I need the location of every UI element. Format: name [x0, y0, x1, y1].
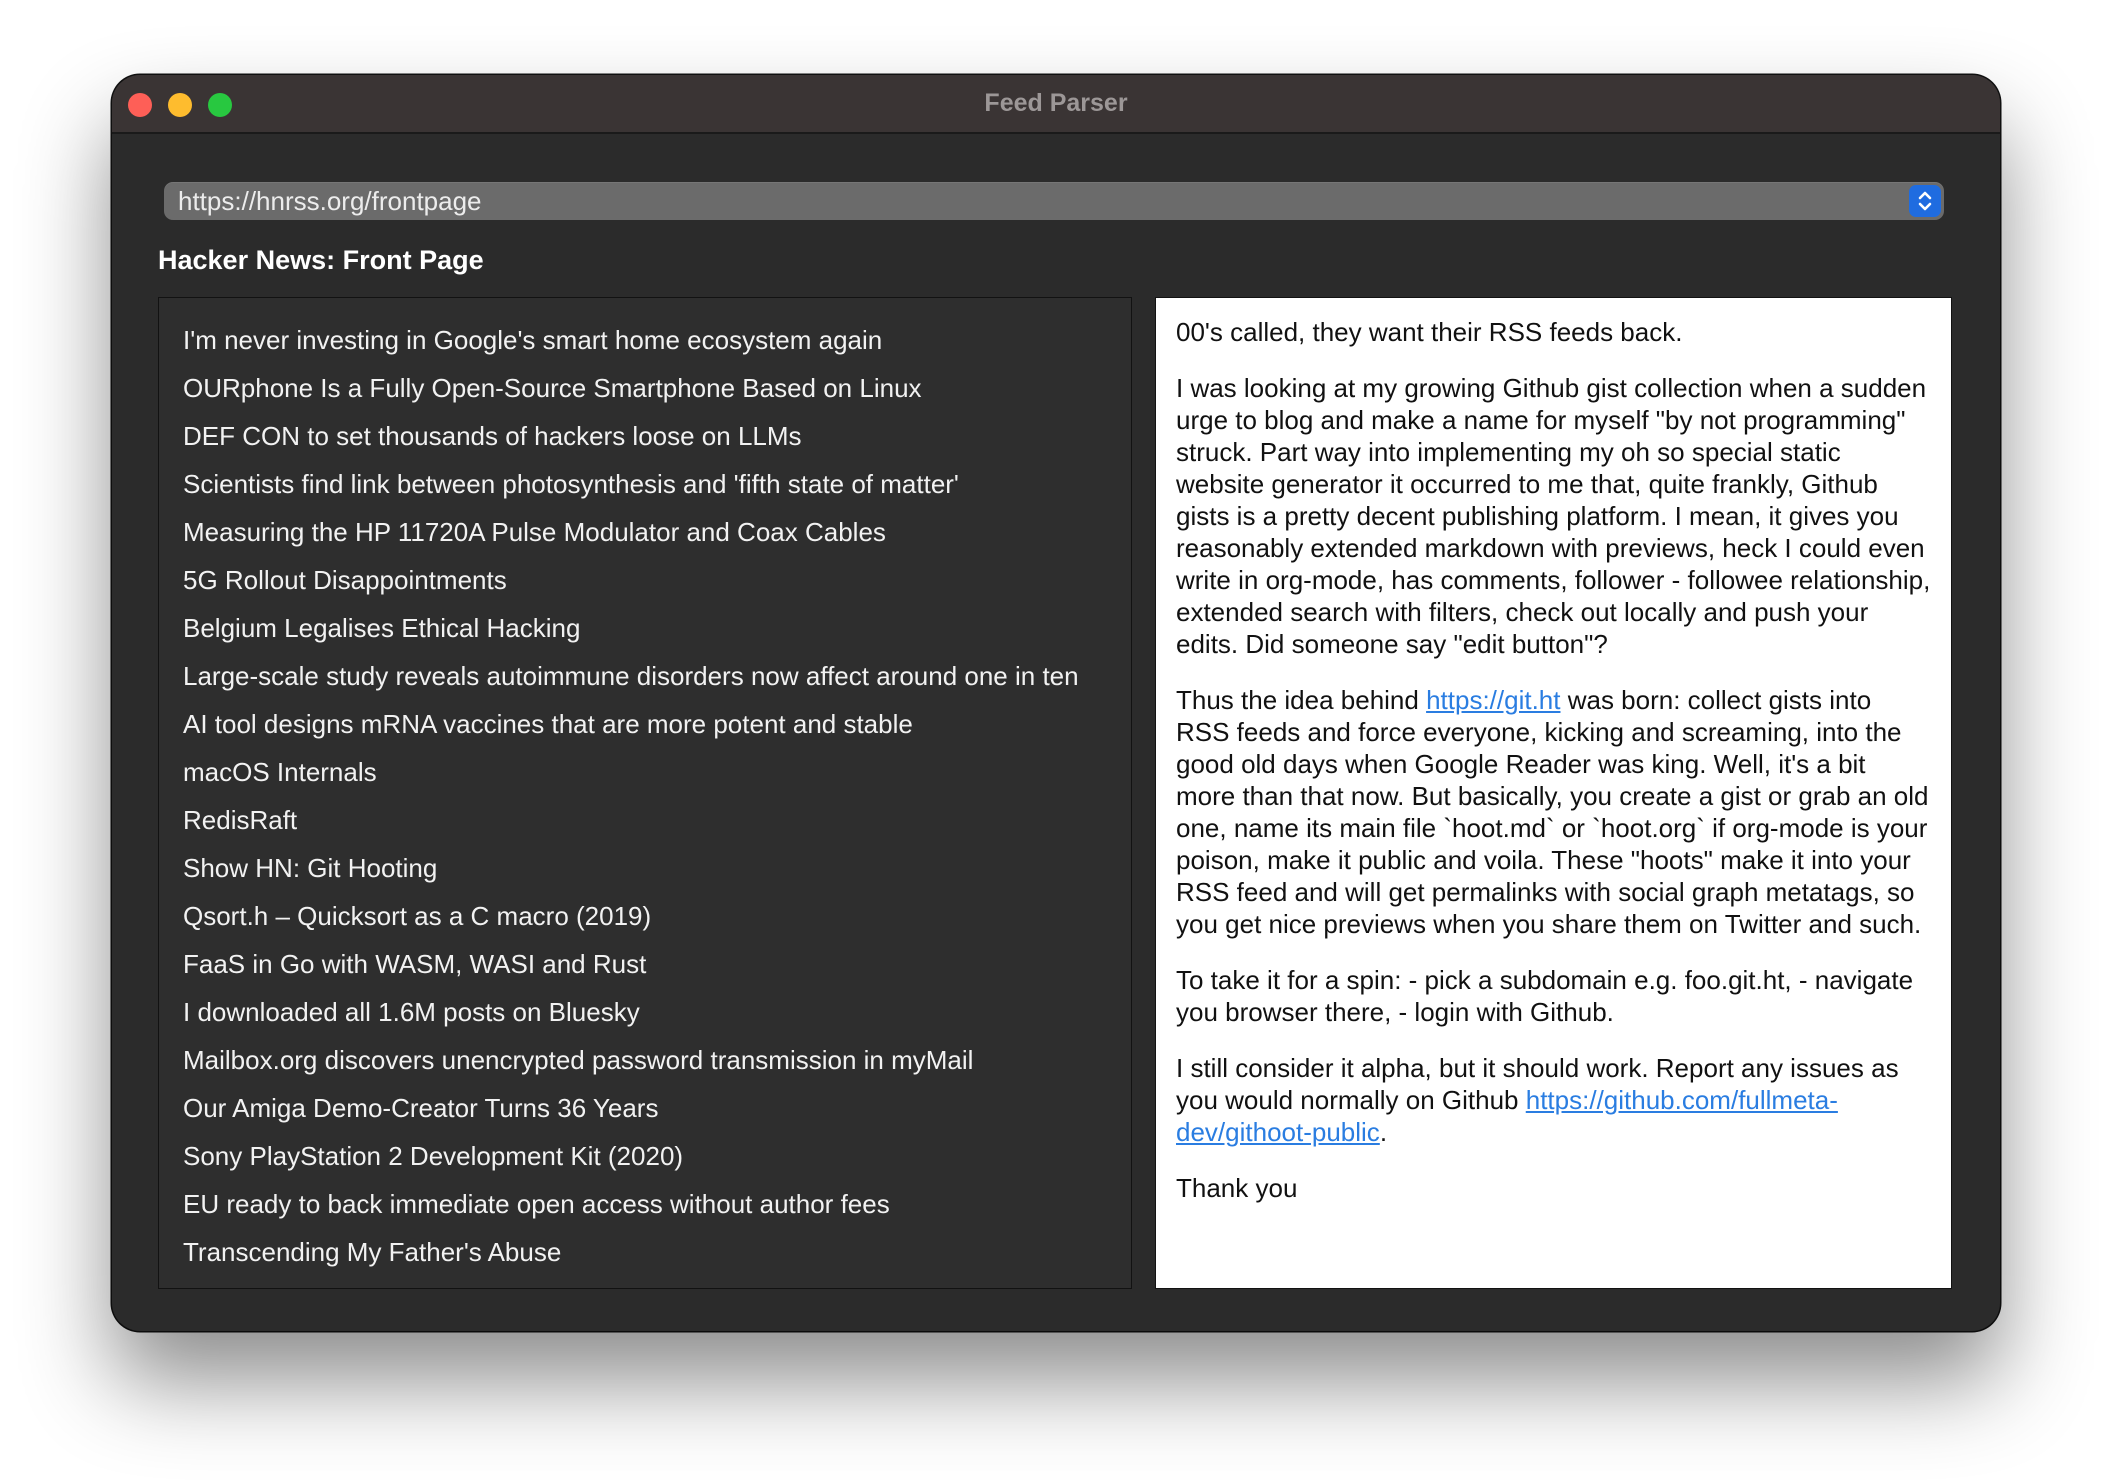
detail-text: . — [1379, 1117, 1388, 1147]
github-repo-link[interactable]: https://github.com/fullmeta-dev/githoot-public — [1176, 1085, 1838, 1147]
feed-item[interactable]: Mailbox.org discovers unencrypted password transmission in myMail — [183, 1045, 974, 1075]
feed-item[interactable]: Belgium Legalises Ethical Hacking — [183, 613, 581, 643]
detail-paragraph — [1176, 1052, 1931, 1148]
detail-paragraph: 00's called, they want their RSS feeds back. — [1176, 317, 1683, 347]
detail-paragraph: To take it for a spin: - pick a subdomain e.g. foo.git.ht, - navigate you browser there, - login with Github. — [1176, 965, 1914, 1027]
feed-item[interactable]: AI tool designs mRNA vaccines that are more potent and stable — [183, 709, 913, 739]
app-window — [112, 75, 2000, 1331]
item-detail-panel — [1155, 297, 1952, 1289]
feed-item[interactable]: Scientists find link between photosynthesis and 'fifth state of matter' — [183, 469, 959, 499]
git-ht-link[interactable]: https://git.ht — [1426, 685, 1561, 715]
window-title: Feed Parser — [984, 89, 1128, 117]
feed-item[interactable]: Our Amiga Demo-Creator Turns 36 Years — [183, 1093, 659, 1123]
feed-item[interactable]: I'm never investing in Google's smart home ecosystem again — [183, 325, 883, 355]
feed-item[interactable]: Large-scale study reveals autoimmune disorders now affect around one in ten — [183, 661, 1079, 691]
feed-item[interactable]: Transcending My Father's Abuse — [183, 1237, 562, 1267]
title-bar — [112, 75, 2000, 134]
detail-paragraph — [1176, 684, 1931, 940]
feed-url-value: https://hnrss.org/frontpage — [178, 186, 482, 216]
feed-item[interactable]: Measuring the HP 11720A Pulse Modulator and Coax Cables — [183, 517, 886, 547]
feed-url-select[interactable] — [164, 182, 1944, 220]
feed-item[interactable]: EU ready to back immediate open access without author fees — [183, 1189, 890, 1219]
detail-text: I still consider it alpha, but it should work. Report any issues as you would normally on Github — [1176, 1053, 1899, 1115]
feed-item[interactable]: Sony PlayStation 2 Development Kit (2020) — [183, 1141, 684, 1171]
chevron-up-down-icon[interactable] — [1909, 185, 1941, 217]
feed-item[interactable]: Qsort.h – Quicksort as a C macro (2019) — [183, 901, 652, 931]
feed-items-list[interactable] — [158, 297, 1132, 1289]
feed-item[interactable]: macOS Internals — [183, 757, 377, 787]
feed-item[interactable]: 5G Rollout Disappointments — [183, 565, 507, 595]
feed-item[interactable]: Show HN: Git Hooting — [183, 853, 438, 883]
feed-title: Hacker News: Front Page — [158, 245, 484, 275]
feed-item[interactable]: RedisRaft — [183, 805, 298, 835]
detail-paragraph: I was looking at my growing Github gist collection when a sudden urge to blog and make a name for myself "by not programming" struck. Part way into implementing my oh so special static website generator it occurred to me that, quite frankly, Github gists is a pretty decent publishing platform. I mean, it gives you reasonably extended markdown with previews, heck I could even write in org-mode, has comments, follower - followee relationship, extended search with filters, check out locally and push your edits. Did someone say "edit button"? — [1176, 373, 1931, 659]
feed-item[interactable]: DEF CON to set thousands of hackers loose on LLMs — [183, 421, 802, 451]
feed-item[interactable]: OURphone Is a Fully Open-Source Smartphone Based on Linux — [183, 373, 922, 403]
feed-item[interactable]: FaaS in Go with WASM, WASI and Rust — [183, 949, 647, 979]
feed-item[interactable]: I downloaded all 1.6M posts on Bluesky — [183, 997, 640, 1027]
detail-text: Thus the idea behind — [1176, 685, 1427, 715]
detail-text: was born: collect gists into RSS feeds and force everyone, kicking and screaming, into the good old days when Google Reader was king. Well, it's a bit more than that now. But basically, you create a gist or grab an old one, name its main file `hoot.md` or `hoot.org` if org-mode is your poison, make it public and voila. These "hoots" make it into your RSS feed and will get permalinks with social graph metatags, so you get nice previews when you share them on Twitter and such. — [1176, 685, 1929, 939]
detail-paragraph: Thank you — [1176, 1173, 1298, 1203]
